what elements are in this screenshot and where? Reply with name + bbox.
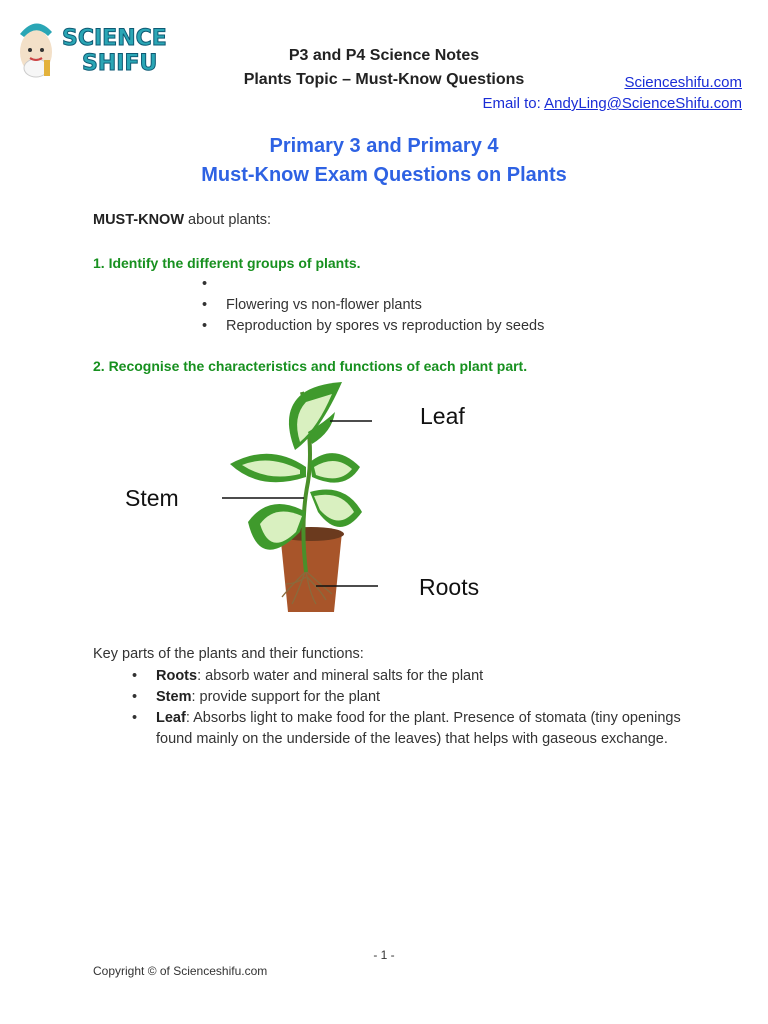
scienceshifu-logo	[14, 12, 186, 82]
svg-text:SHIFU: SHIFU	[82, 51, 158, 76]
plant-pot	[280, 532, 342, 612]
bullet-item	[200, 274, 544, 295]
document-title-line1: Primary 3 and Primary 4	[269, 135, 499, 157]
intro-rest: about plants:	[184, 212, 272, 228]
page-number: - 1 -	[373, 948, 395, 962]
desc-leaf: : Absorbs light to make food for the plant. Presence of stomata (tiny openings found mainly on the underside of the leaves) that helps with gaseous exchange.	[156, 710, 681, 747]
bullet-item: • Flowering vs non-flower plants	[200, 295, 544, 316]
list-item	[132, 708, 692, 750]
intro-text	[93, 212, 271, 228]
term-stem: Stem	[156, 689, 192, 705]
logo-graphic	[14, 12, 186, 82]
section2-heading: 2. Recognise the characteristics and functions of each plant part.	[93, 358, 528, 374]
leaves-graphic	[230, 382, 362, 550]
section1-bullet-list	[200, 274, 544, 337]
bullet-item: • Reproduction by spores vs reproduction by seeds	[200, 316, 544, 337]
list-item	[132, 687, 692, 708]
svg-text:SCIENCE: SCIENCE	[62, 26, 167, 51]
desc-roots: : absorb water and mineral salts for the plant	[197, 668, 484, 684]
bullet-dot: •	[132, 710, 138, 726]
label-stem: Stem	[125, 485, 179, 511]
copyright-text: Copyright © of Scienceshifu.com	[93, 964, 268, 978]
label-roots: Roots	[419, 574, 480, 600]
email-label: Email to:	[482, 95, 545, 112]
email-link[interactable]: AndyLing@ScienceShifu.com	[544, 95, 742, 112]
term-leaf: Leaf	[156, 710, 186, 726]
bullet-dot: •	[132, 689, 138, 705]
list-item	[132, 666, 692, 687]
header-contact	[482, 72, 742, 114]
key-parts-list	[132, 666, 692, 750]
website-link[interactable]: Scienceshifu.com	[624, 74, 742, 91]
term-roots: Roots	[156, 668, 198, 684]
bullet-dot: •	[132, 668, 138, 684]
section1-heading: 1. Identify the different groups of plants.	[93, 255, 361, 271]
document-title	[0, 132, 768, 190]
document-title-line2: Must-Know Exam Questions on Plants	[201, 164, 567, 186]
header-title-line1: P3 and P4 Science Notes	[288, 47, 480, 64]
intro-bold: MUST-KNOW	[93, 212, 185, 228]
desc-stem: : provide support for the plant	[191, 689, 381, 705]
header-title-line2: Plants Topic – Must-Know Questions	[243, 71, 525, 88]
key-parts-intro: Key parts of the plants and their functions:	[93, 646, 364, 662]
label-leaf: Leaf	[420, 403, 465, 429]
